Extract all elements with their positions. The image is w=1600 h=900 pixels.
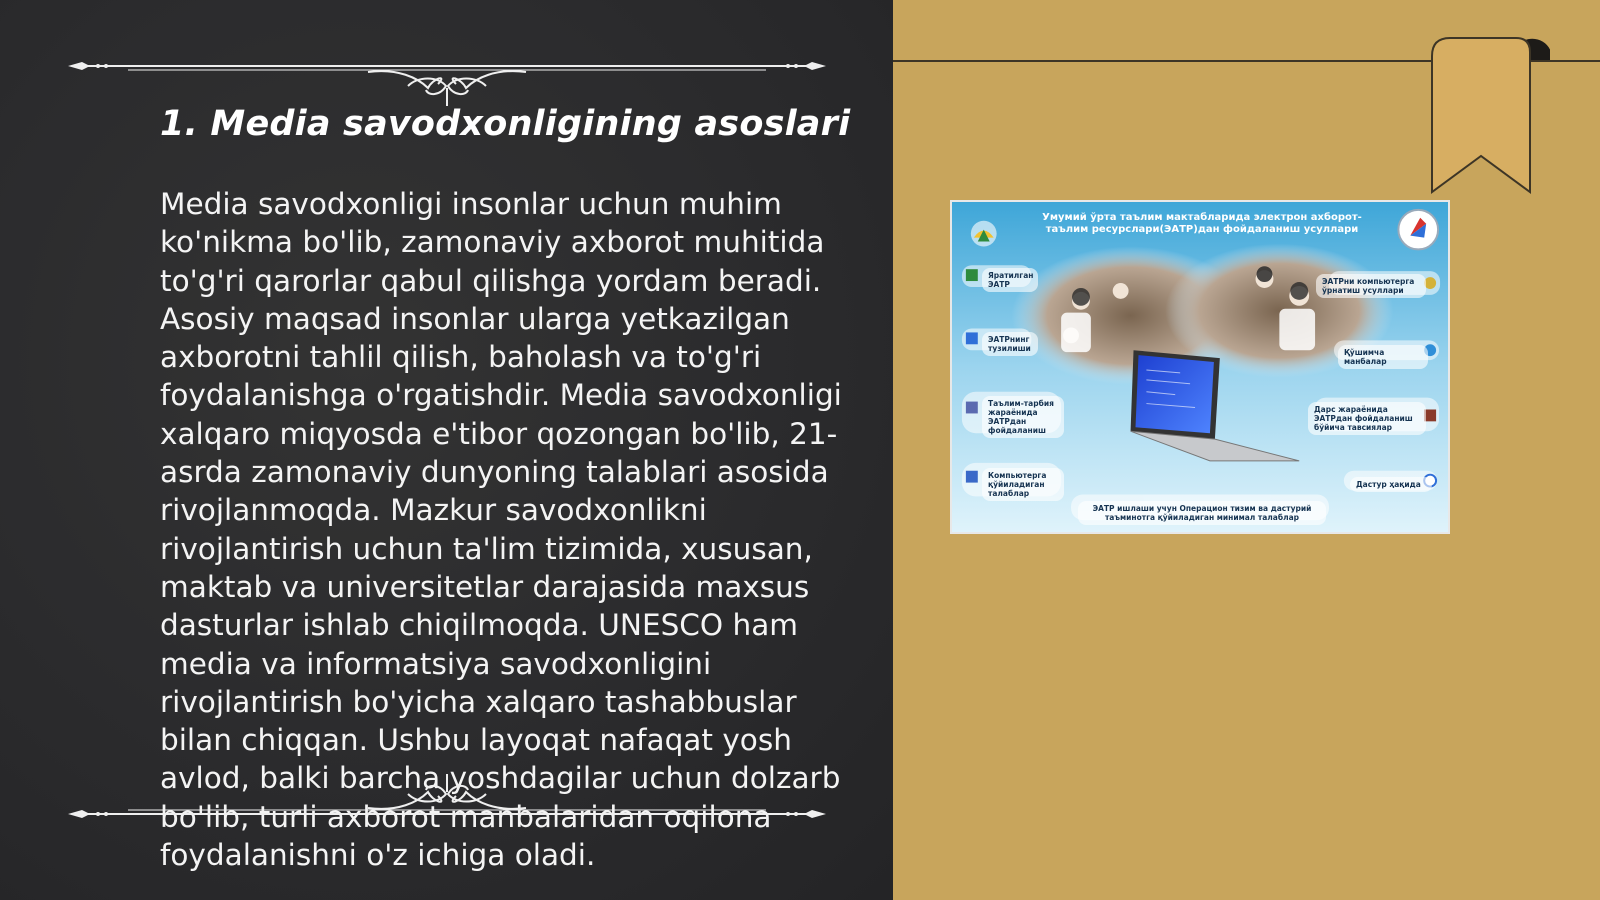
- image-label: Дастур ҳақида: [1350, 477, 1432, 492]
- image-label: ЭАТРни компьютерга ўрнатиш усуллари: [1316, 274, 1426, 298]
- image-label: ЭАТР ишлаши учун Операцион тизим ва дастурий таъминотга қўйиладиган минимал талаблар: [1078, 501, 1326, 525]
- slide-body-text: Media savodxonligi insonlar uchun muhim ko'nikma bo'lib, zamonaviy axborot muhitida to'g'ri qarorlar qabul qilishga yordam beradi. Asosiy maqsad insonlar ularga yetkazilgan axborotni tahlil qilish, baholash va to'g'ri foydalanishga o'rgatishdir. Media savodxonligi xalqaro miqyosda e'tibor qozongan bo'lib, 21-asrda zamonaviy dunyoning talablari asosida rivojlanmoqda. Mazkur savodxonlikni rivojlantirish uchun ta'lim tizimida, xususan, maktab va universitetlar darajasida maxsus dasturlar ishlab chiqilmoqda. UNESCO ham media va informatsiya savodxonligini rivojlantirish bo'yicha xalqaro tashabbuslar bilan chiqqan. Ushbu layoqat nafaqat yosh avlod, balki barcha yoshdagilar uchun dolzarb bo'lib, turli axborot manbalaridan oqilona foydalanishni o'z ichiga oladi.: [160, 187, 842, 873]
- image-label: Яратилган ЭАТР: [982, 268, 1038, 292]
- image-label: Компьютерга қўйиладиган талаблар: [982, 468, 1064, 501]
- ornament-divider-bottom: [68, 772, 826, 832]
- image-label: Таълим-тарбия жараёнида ЭАТРдан фойдаланиш: [982, 396, 1064, 438]
- image-label: ЭАТРнинг тузилиши: [982, 332, 1038, 356]
- bookmark-ribbon-icon: [1430, 36, 1550, 196]
- slide-title: 1. Media savodxonligining asoslari: [160, 104, 851, 144]
- image-title-text: Умумий ўрта таълим мактабларида электрон ахборот-таълим ресурслари(ЭАТР)дан фойдаланиш усуллари: [1042, 212, 1362, 235]
- image-label: Дарс жараёнида ЭАТРдан фойдаланиш бўйича тавсиялар: [1308, 402, 1426, 435]
- ornament-divider-top: [68, 48, 826, 108]
- educational-resources-image: [950, 200, 1450, 534]
- image-label: Қўшимча манбалар: [1338, 345, 1428, 369]
